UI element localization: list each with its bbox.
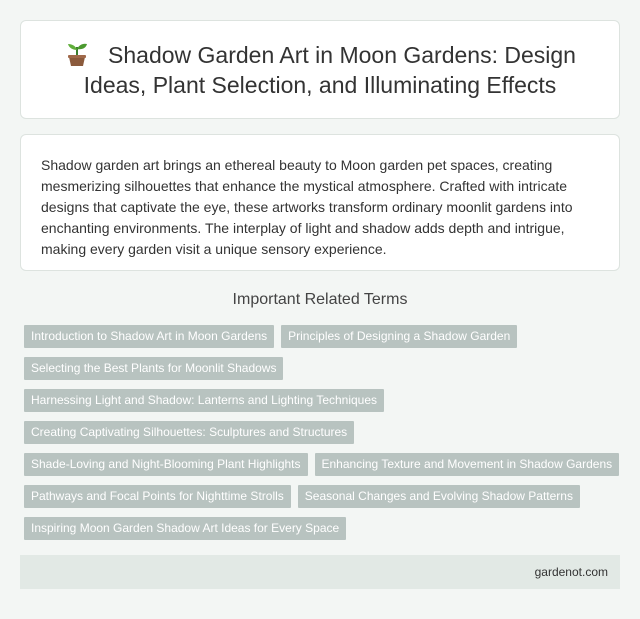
related-term-tag[interactable]: Inspiring Moon Garden Shadow Art Ideas for Every Space: [24, 517, 346, 540]
title-card: [20, 20, 620, 119]
intro-card: [20, 134, 620, 271]
related-terms-heading: Important Related Terms: [232, 291, 408, 308]
related-terms-list: [24, 325, 624, 549]
related-term-tag[interactable]: Shade-Loving and Night-Blooming Plant Highlights: [24, 453, 308, 476]
footer: [20, 555, 620, 589]
intro-text: Shadow garden art brings an ethereal beauty to Moon garden pet spaces, creating mesmerizing silhouettes that enhance the mystical atmosphere. Crafted with intricate designs that captivate the eye, these artworks transform ordinary moonlit gardens into enchanting environments. The interplay of light and shadow adds depth and intrigue, making every garden visit a unique sensory experience.: [41, 157, 573, 257]
related-term-tag[interactable]: Principles of Designing a Shadow Garden: [281, 325, 517, 348]
related-term-tag[interactable]: Introduction to Shadow Art in Moon Gardens: [24, 325, 274, 348]
page-title-text: Shadow Garden Art in Moon Gardens: Design Ideas, Plant Selection, and Illuminating Effects: [83, 41, 576, 98]
related-term-tag[interactable]: Creating Captivating Silhouettes: Sculptures and Structures: [24, 421, 354, 444]
page-title: [37, 40, 603, 100]
sprout-icon: [64, 41, 90, 67]
related-term-tag[interactable]: Selecting the Best Plants for Moonlit Shadows: [24, 357, 283, 380]
related-term-tag[interactable]: Harnessing Light and Shadow: Lanterns and Lighting Techniques: [24, 389, 384, 412]
related-term-tag[interactable]: Pathways and Focal Points for Nighttime Strolls: [24, 485, 291, 508]
footer-site-link[interactable]: gardenot.com: [534, 565, 608, 579]
related-term-tag[interactable]: Enhancing Texture and Movement in Shadow Gardens: [315, 453, 620, 476]
related-term-tag[interactable]: Seasonal Changes and Evolving Shadow Patterns: [298, 485, 580, 508]
